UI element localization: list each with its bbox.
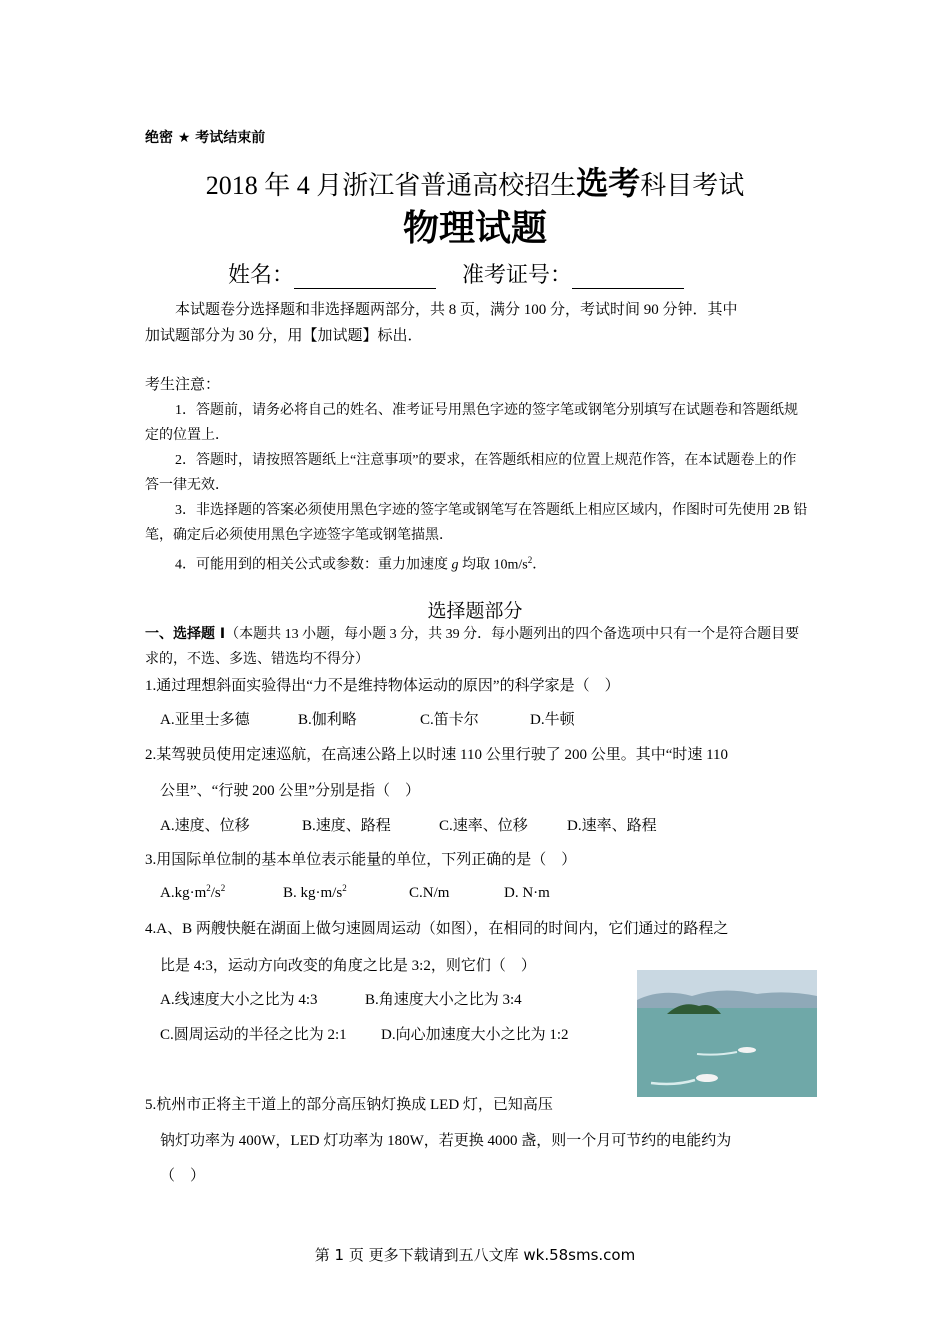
notice-list: [145, 398, 810, 578]
question-4-line-2: 比是 4:3，运动方向改变的角度之比是 3:2，则它们（ ）: [160, 958, 536, 974]
option-b[interactable]: B.伽利略: [298, 712, 357, 728]
question-2-line-1: 2.某驾驶员使用定速巡航，在高速公路上以时速 110 公里行驶了 200 公里。其中“时速 110: [145, 747, 729, 763]
intro-line-1: 本试题卷分选择题和非选择题两部分，共 8 页，满分 100 分，考试时间 90 分钟．其中: [175, 302, 738, 318]
part-label: 一、选择题 I: [145, 626, 226, 642]
question-2-options: [160, 814, 657, 835]
question-5-line-3: （ ）: [160, 1168, 206, 1184]
intro-paragraph: [145, 297, 810, 349]
option-d[interactable]: D.向心加速度大小之比为 1:2: [381, 1027, 569, 1043]
title-prefix: 2018 年 4 月浙江省普通高校招生: [205, 171, 577, 200]
notice-item-4-sup: 2: [527, 555, 533, 565]
gravity-symbol: g: [451, 557, 459, 573]
question-4-options-row-1: [160, 988, 522, 1009]
option-a[interactable]: A.亚里士多德: [160, 712, 250, 728]
notice-item-4-pre: 4．可能用到的相关公式或参数：重力加速度: [175, 557, 452, 573]
intro-line-2: 加试题部分为 30 分，用【加试题】标出．: [145, 328, 423, 344]
option-b[interactable]: B.角速度大小之比为 3:4: [365, 992, 522, 1008]
section-title: 选择题部分: [427, 600, 523, 622]
candidate-info-line: [228, 258, 684, 289]
notice-item: [145, 548, 810, 578]
notice-item: 1．答题前，请务必将自己的姓名、准考证号用黑色字迹的签字笔或钢笔分别填写在试题卷和答题纸规定的位置上．: [145, 403, 798, 443]
exam-title: [0, 158, 950, 204]
part-instructions: [145, 622, 810, 672]
option-c[interactable]: C.N/m: [409, 885, 450, 901]
question-1: 1.通过理想斜面实验得出“力不是维持物体运动的原因”的科学家是（ ）: [145, 678, 620, 694]
secret-label: 绝密 ★ 考试结束前: [145, 130, 266, 146]
notice-item: 2．答题时，请按照答题纸上“注意事项”的要求，在答题纸相应的位置上规范作答，在本试题卷上的作答一律无效．: [145, 453, 797, 493]
question-5-line-2: 钠灯功率为 400W，LED 灯功率为 180W，若更换 4000 盏，则一个月可节约的电能约为: [160, 1133, 732, 1149]
name-label: 姓名：: [228, 263, 295, 288]
part-description: （本题共 13 小题，每小题 3 分，共 39 分．每小题列出的四个备选项中只有一个是符合题目要求的，不选、多选、错选均不得分）: [145, 627, 800, 667]
question-3-options: [160, 883, 550, 902]
option-d[interactable]: D.速率、路程: [567, 818, 657, 834]
page-footer: 第 1 页 更多下载请到五八文库 wk.58sms.com: [314, 1246, 636, 1264]
option-a[interactable]: $A.kg\cdot m^2/s^2$: [160, 883, 226, 901]
question-3: 3.用国际单位制的基本单位表示能量的单位，下列正确的是（ ）: [145, 852, 577, 868]
title-emphasis: 选考: [576, 164, 641, 202]
option-b[interactable]: B. $kg\cdot m/s^2$: [283, 883, 347, 901]
title-suffix: 科目考试: [640, 171, 745, 200]
option-d[interactable]: D. N·m: [504, 885, 550, 901]
option-c[interactable]: C.圆周运动的半径之比为 2:1: [160, 1027, 347, 1043]
question-4-options-row-2: [160, 1023, 569, 1044]
notice-item-4-mid: 均取 10m/s: [458, 557, 528, 573]
notice-item-4-post: ．: [532, 557, 547, 573]
question-1-options: [160, 708, 575, 729]
id-label: 准考证号：: [462, 263, 573, 288]
option-a[interactable]: A.线速度大小之比为 4:3: [160, 992, 318, 1008]
speedboat-photo: [637, 970, 817, 1097]
notice-heading: 考生注意：: [145, 377, 221, 393]
option-d[interactable]: D.牛顿: [530, 712, 575, 728]
name-blank[interactable]: [294, 266, 436, 289]
option-b[interactable]: B.速度、路程: [302, 818, 391, 834]
question-4-line-1: 4.A、B 两艘快艇在湖面上做匀速圆周运动（如图），在相同的时间内，它们通过的路程之: [145, 921, 729, 937]
id-blank[interactable]: [572, 266, 684, 289]
subject-title: 物理试题: [402, 208, 547, 249]
lake-image: [637, 970, 817, 1097]
question-2-line-2: 公里”、“行驶 200 公里”分别是指（ ）: [160, 783, 420, 799]
question-5-line-1: 5.杭州市正将主干道上的部分高压钠灯换成 LED 灯，已知高压: [145, 1097, 553, 1113]
option-a[interactable]: A.速度、位移: [160, 818, 250, 834]
notice-item: 3．非选择题的答案必须使用黑色字迹的签字笔或钢笔写在答题纸上相应区域内，作图时可先使用 2B 铅笔，确定后必须使用黑色字迹签字笔或钢笔描黑．: [145, 503, 808, 543]
option-c[interactable]: C.速率、位移: [439, 818, 528, 834]
option-c[interactable]: C.笛卡尔: [420, 712, 479, 728]
